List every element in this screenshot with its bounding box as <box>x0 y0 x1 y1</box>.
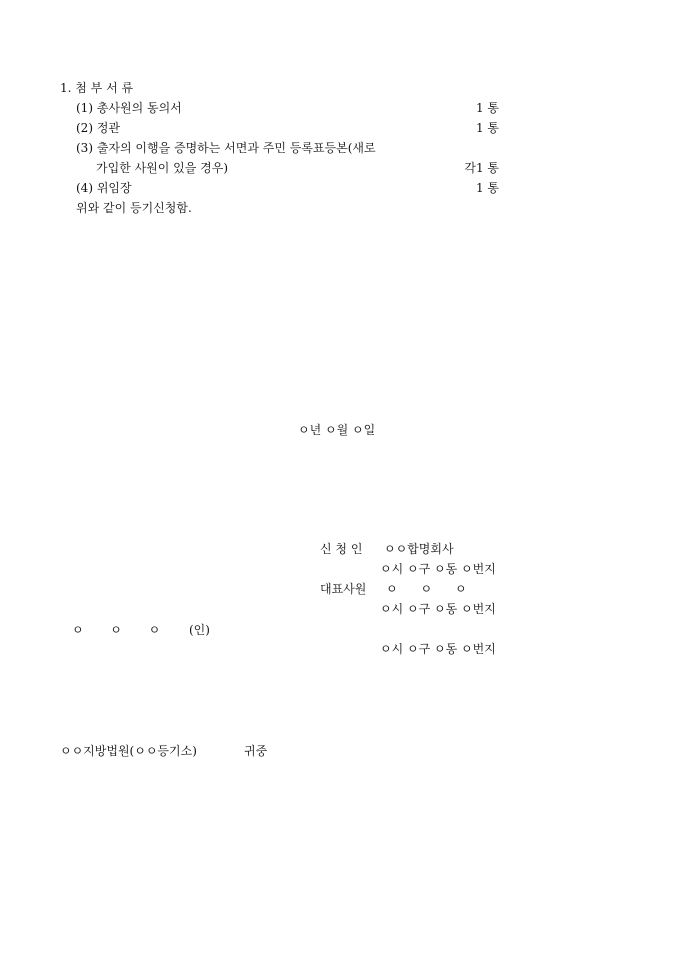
attachment-item-count: 1 통 <box>475 121 499 135</box>
attachment-item-label: (1) 총사원의 동의서 <box>76 101 182 115</box>
agent-name: ㅇ ㅇ ㅇ <box>72 623 161 637</box>
attachment-item-count: 각1 통 <box>464 161 499 175</box>
attachment-item-count: 1 통 <box>475 181 499 195</box>
company-address: ㅇ시 ㅇ구 ㅇ동 ㅇ번지 <box>380 562 496 576</box>
attachment-item-label: (3) 출자의 이행을 증명하는 서면과 주민 등록표등본(새로 <box>76 141 376 155</box>
representative-address: ㅇ시 ㅇ구 ㅇ동 ㅇ번지 <box>380 602 496 616</box>
representative-label: 대표사원 <box>320 582 367 596</box>
seal-mark: (인) <box>189 623 210 637</box>
attachment-item-label: 가입한 사원이 있을 경우) <box>96 161 229 175</box>
attachment-item-count: 1 통 <box>475 101 499 115</box>
closing-statement: 위와 같이 등기신청함. <box>76 201 192 215</box>
attachment-item-label: (2) 정관 <box>76 121 120 135</box>
agent-address: ㅇ시 ㅇ구 ㅇ동 ㅇ번지 <box>380 642 496 656</box>
company-name: ㅇㅇ합명회사 <box>384 542 454 556</box>
recipient-honorific: 귀중 <box>244 744 268 758</box>
representative-name: ㅇ ㅇ ㅇ <box>386 582 467 596</box>
court-name: ㅇㅇ지방법원(ㅇㅇ등기소) <box>60 744 197 758</box>
applicant-label: 신 청 인 <box>320 542 363 556</box>
application-date: ㅇ년 ㅇ월 ㅇ일 <box>298 423 376 437</box>
attachment-item-label: (4) 위임장 <box>76 181 132 195</box>
attachments-heading: 1. 첨 부 서 류 <box>60 81 134 95</box>
